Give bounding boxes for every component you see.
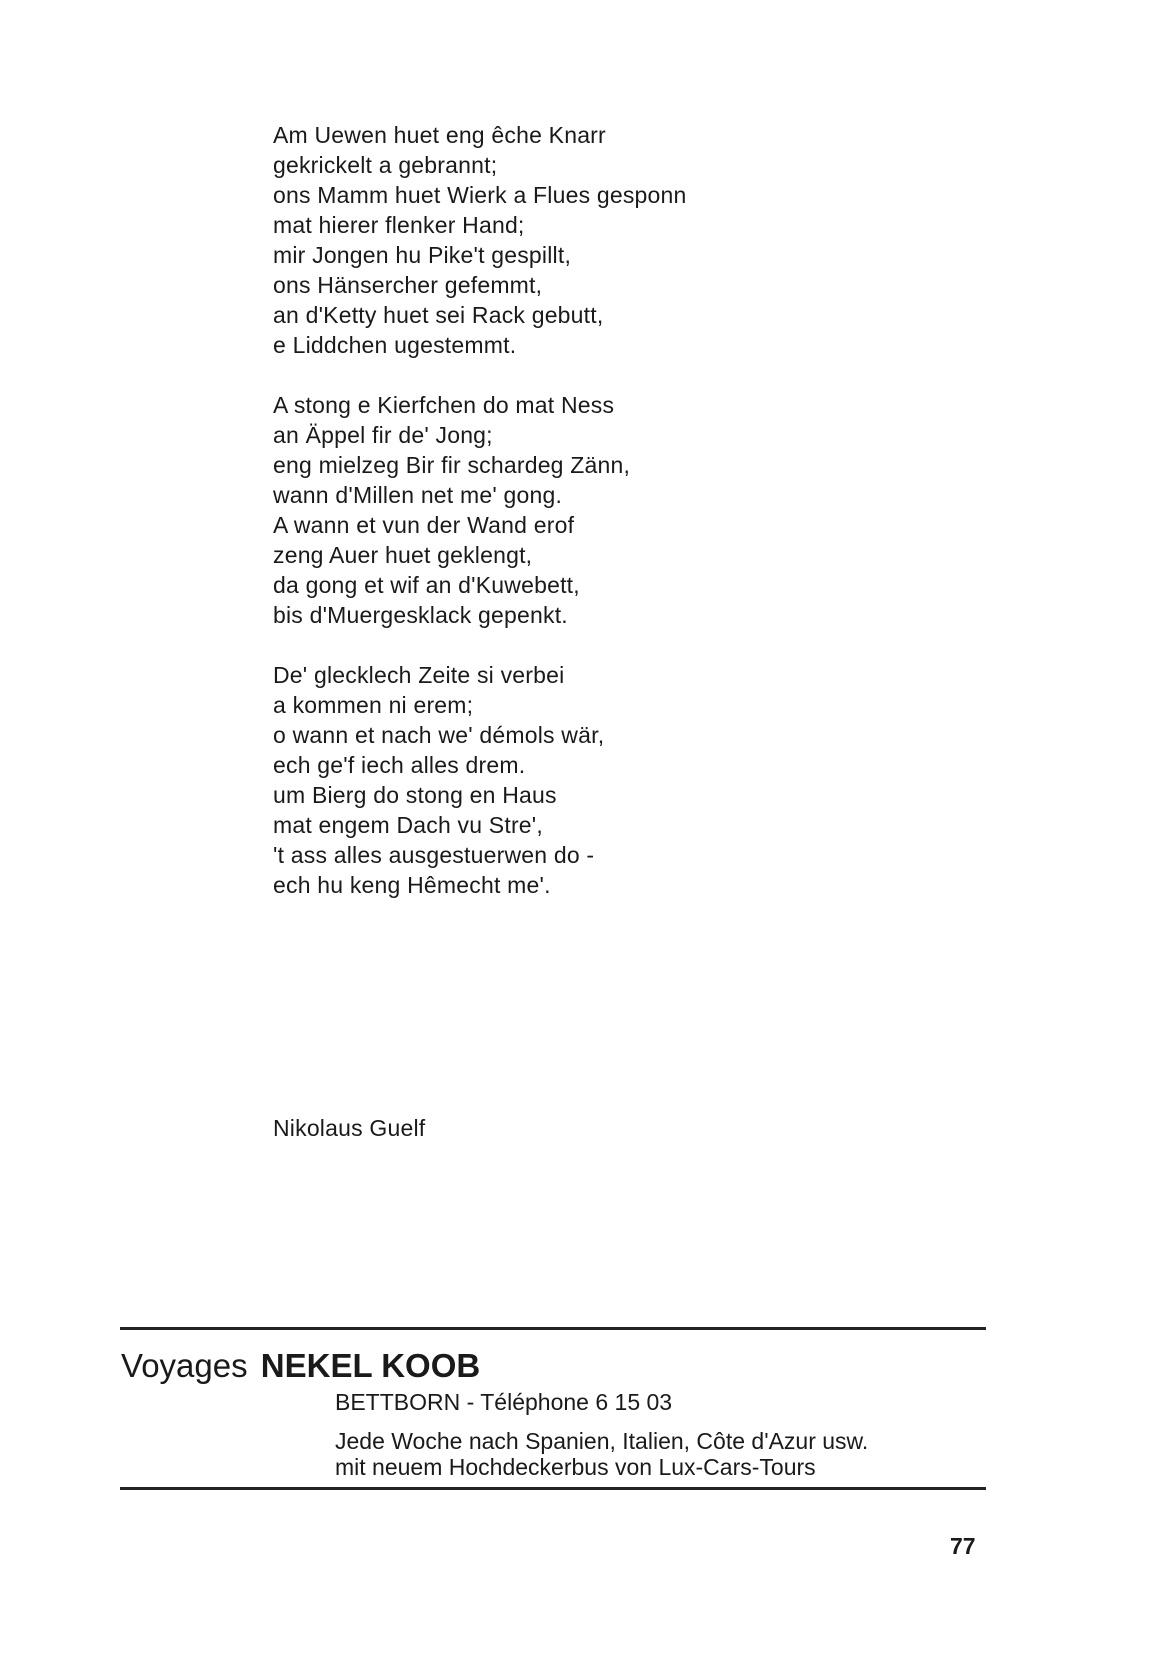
poem-line: mat engem Dach vu Stre', — [273, 812, 543, 838]
page-number: 77 — [950, 1533, 976, 1559]
poem-line: De' glecklech Zeite si verbei — [273, 662, 565, 688]
poem-line: Am Uewen huet eng êche Knarr — [273, 122, 606, 148]
poem-line: 't ass alles ausgestuerwen do - — [273, 842, 595, 868]
poem-line: da gong et wif an d'Kuwebett, — [273, 572, 580, 598]
poem-line: A wann et vun der Wand erof — [273, 512, 575, 538]
poem-line: bis d'Muergesklack gepenkt. — [273, 602, 568, 628]
poem-line: zeng Auer huet geklengt, — [273, 542, 533, 568]
poem-line: ons Mamm huet Wierk a Flues gesponn — [273, 182, 687, 208]
advert-line-2: mit neuem Hochdeckerbus von Lux-Cars-Tours — [335, 1454, 816, 1480]
poem-line: o wann et nach we' démols wär, — [273, 722, 605, 748]
poem-line: eng mielzeg Bir fir schardeg Zänn, — [273, 452, 631, 478]
poem-line: mir Jongen hu Pike't gespillt, — [273, 242, 572, 268]
stanza-3 — [273, 660, 873, 900]
stanza-2 — [273, 390, 873, 630]
poem-line: mat hierer flenker Hand; — [273, 212, 525, 238]
advert-top-rule — [120, 1327, 986, 1330]
advert-name-bold: NEKEL KOOB — [260, 1347, 481, 1384]
advert-name — [121, 1346, 480, 1386]
advert-bottom-rule — [120, 1487, 986, 1490]
poem-line: wann d'Millen net me' gong. — [273, 482, 563, 508]
poem-author: Nikolaus Guelf — [273, 1115, 426, 1141]
poem — [273, 120, 873, 930]
poem-line: a kommen ni erem; — [273, 692, 474, 718]
poem-line: ech hu keng Hêmecht me'. — [273, 872, 551, 898]
poem-line: gekrickelt a gebrannt; — [273, 152, 498, 178]
poem-line: an Äppel fir de' Jong; — [273, 422, 493, 448]
poem-line: ons Hänsercher gefemmt, — [273, 272, 543, 298]
poem-line: an d'Ketty huet sei Rack gebutt, — [273, 302, 604, 328]
poem-line: um Bierg do stong en Haus — [273, 782, 557, 808]
poem-line: ech ge'f iech alles drem. — [273, 752, 526, 778]
stanza-1 — [273, 120, 873, 360]
advert-name-prefix: Voyages — [121, 1347, 248, 1384]
poem-line: A stong e Kierfchen do mat Ness — [273, 392, 615, 418]
poem-line: e Liddchen ugestemmt. — [273, 332, 517, 358]
advert-line-1: Jede Woche nach Spanien, Italien, Côte d'Azur usw. — [335, 1428, 869, 1454]
advert-address: BETTBORN - Téléphone 6 15 03 — [335, 1389, 673, 1415]
